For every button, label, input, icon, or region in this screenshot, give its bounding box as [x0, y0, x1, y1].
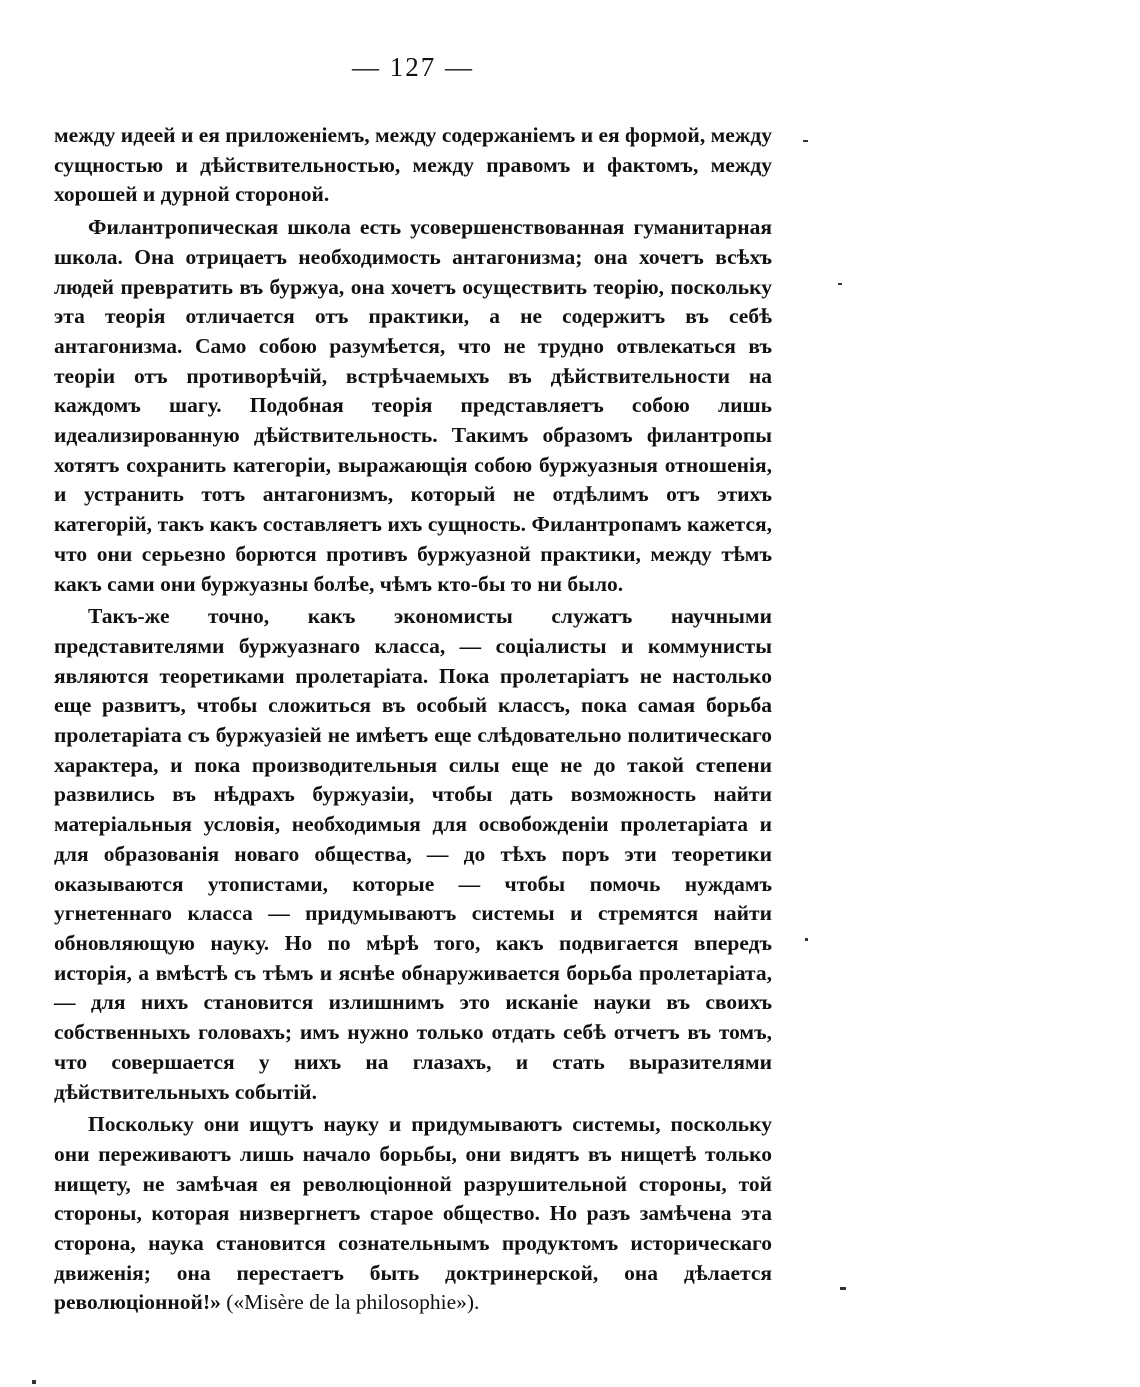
scan-speck [803, 140, 808, 142]
page-number: — 127 — [352, 52, 474, 82]
paragraph-2: Филантропическая школа есть усовершенствованная гуманитарная школа. Она отрицаетъ необходимость антагонизма; она хочетъ всѣхъ людей превратить въ буржуа, она хочетъ осуществить теорію, поскольку эта теорія отличается отъ практики, а не содержитъ въ себѣ антагонизма. Само собою разумѣется, что не трудно отвлекаться въ теоріи отъ противорѣчій, встрѣчаемыхъ въ дѣйствительности на каждомъ шагу. Подобная теорія представляетъ собою лишь идеализированную дѣйствительность. Такимъ образомъ филантропы хотятъ сохранить категоріи, выражающія собою буржуазныя отношенія, и устранить тотъ антагонизмъ, который не отдѣлимъ отъ этихъ категорій, такъ какъ составляетъ ихъ сущность. Филантропамъ кажется, что они серьезно борются противъ буржуазной практики, между тѣмъ какъ сами они буржуазны болѣе, чѣмъ кто-бы то ни было. [54, 215, 772, 596]
citation: («Misère de la philosophie»). [226, 1290, 480, 1315]
scan-speck [838, 283, 842, 285]
paragraph-4 [54, 1110, 772, 1318]
scan-speck [840, 1287, 846, 1290]
paragraph-4-text: Поскольку они ищутъ науку и придумываютъ системы, поскольку они переживаютъ лишь начало борьбы, они видятъ въ нищетѣ только нищету, не замѣчая ея революціонной разрушительной стороны, той стороны, которая низвергнетъ старое общество. Но разъ замѣчена эта сторона, наука становится сознательнымъ продуктомъ историческаго движенія; она перестаетъ быть доктринерской, она дѣлается революціонной!» [54, 1112, 772, 1315]
paragraph-3: Такъ-же точно, какъ экономисты служатъ научными представителями буржуазнаго класса, — соціалисты и коммунисты являются теоретиками пролетаріата. Пока пролетаріатъ не настолько еще развитъ, чтобы сложиться въ особый классъ, пока самая борьба пролетаріата съ буржуазіей не имѣетъ еще слѣдовательно политическаго характера, и пока производительныя силы еще не до такой степени развились въ нѣдрахъ буржуазіи, чтобы дать возможность найти матеріальныя условія, необходимыя для освобожденіи пролетаріата и для образованія новаго общества, — до тѣхъ поръ эти теоретики оказываются утопистами, которые — чтобы помочь нуждамъ угнетеннаго класса — придумываютъ системы и стремятся найти обновляющую науку. Но по мѣрѣ того, какъ подвигается впередъ исторія, а вмѣстѣ съ тѣмъ и яснѣе обнаруживается борьба пролетаріата, — для нихъ становится излишнимъ это исканіе науки въ своихъ собственныхъ головахъ; имъ нужно только отдать себѣ отчетъ въ томъ, что совершается у нихъ на глазахъ, и стать выразителями дѣйствительныхъ событій. [54, 604, 772, 1104]
paragraph-1: между идеей и ея приложеніемъ, между содержаніемъ и ея формой, между сущностью и дѣйствительностью, между правомъ и фактомъ, между хорошей и дурной стороной. [54, 123, 772, 207]
scan-speck [32, 1380, 36, 1384]
scan-speck [805, 938, 808, 941]
page-body [54, 121, 772, 1318]
